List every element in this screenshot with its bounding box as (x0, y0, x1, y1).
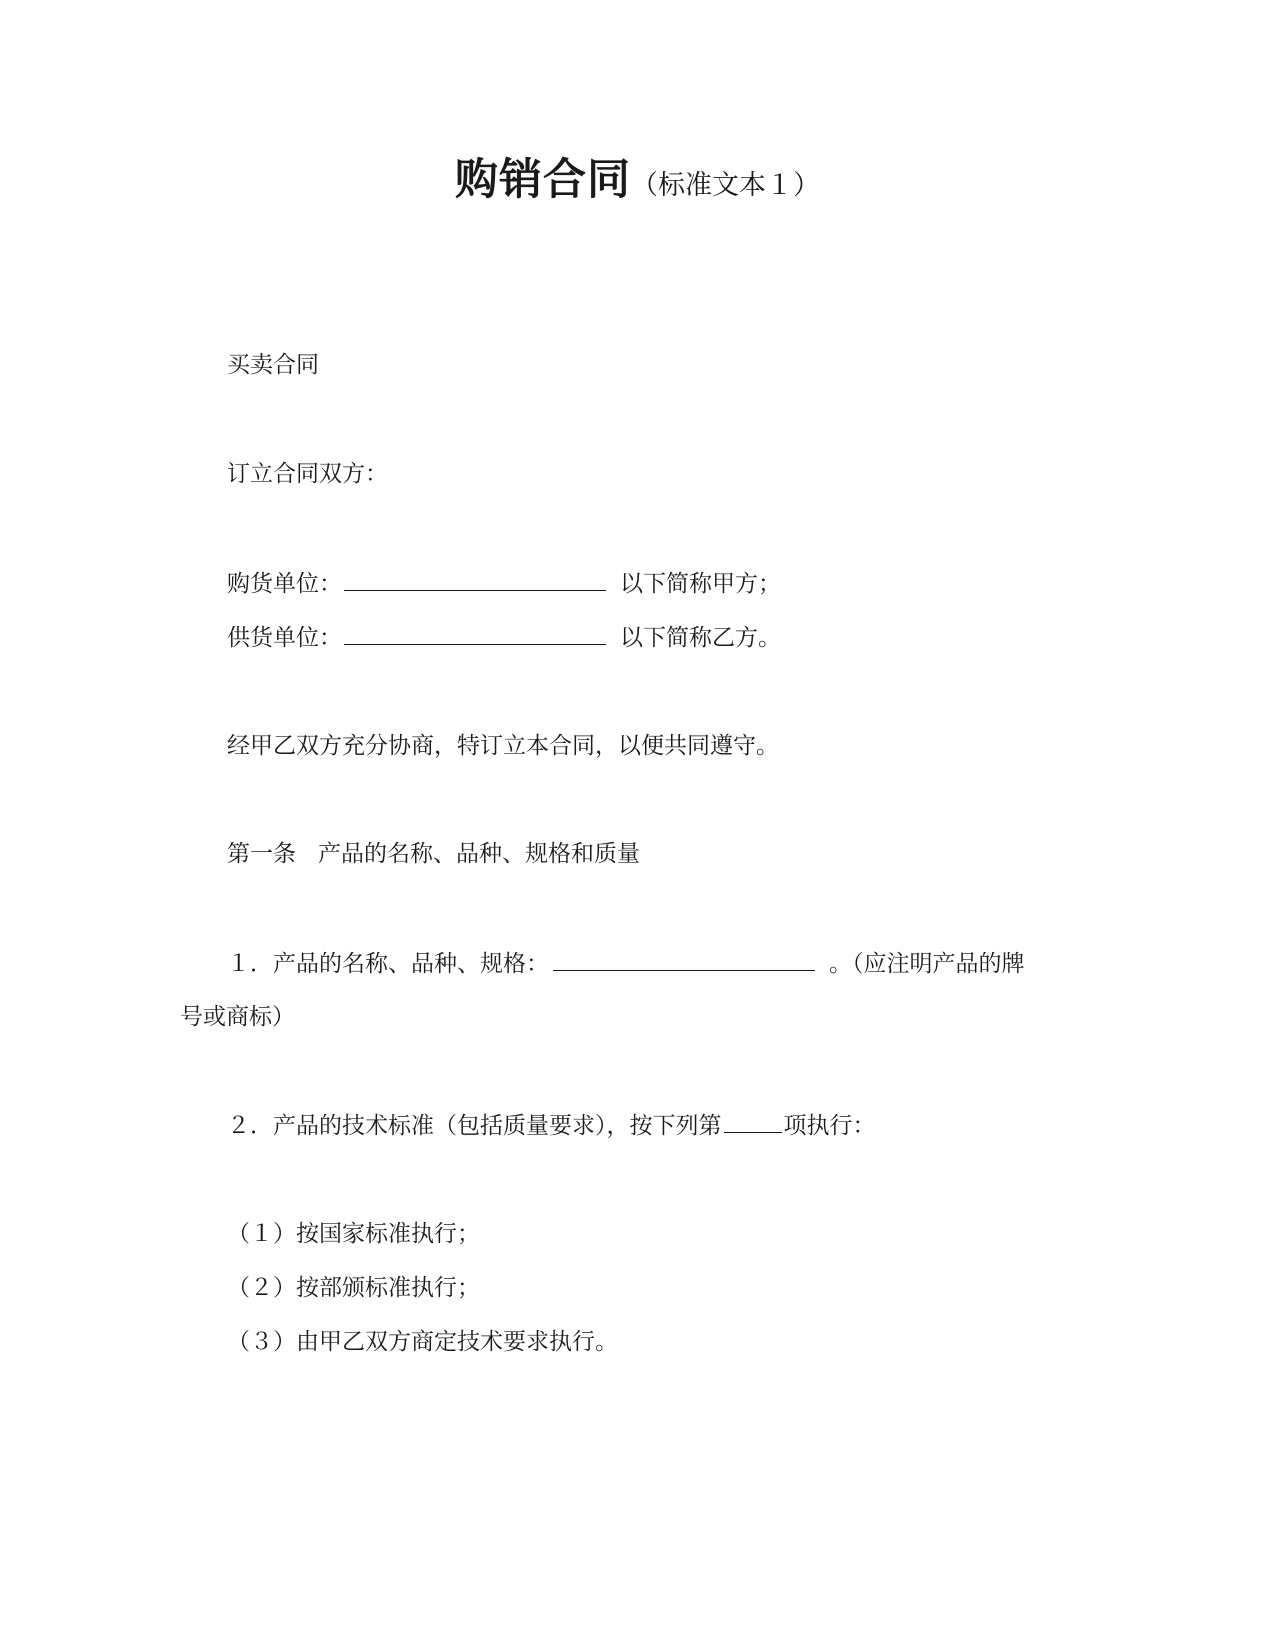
buyer-row (227, 568, 781, 599)
item-2-row (227, 1110, 876, 1141)
section-heading: 买卖合同 (227, 352, 319, 378)
article-1-heading (227, 839, 640, 869)
buyer-label: 购货单位： (227, 571, 342, 597)
title-subtitle: （标准文本１） (631, 170, 820, 201)
item-1-row (227, 948, 1025, 979)
item-2-prefix: ２．产品的技术标准（包括质量要求），按下列第 (227, 1113, 722, 1139)
parties-intro: 订立合同双方： (227, 461, 388, 487)
document-title (0, 150, 1275, 219)
article-1-number: 第一条 (227, 841, 296, 867)
title-main: 购销合同 (455, 155, 631, 205)
buyer-input[interactable] (344, 568, 606, 591)
seller-row (227, 622, 781, 653)
option-3: （３）由甲乙双方商定技术要求执行。 (227, 1329, 618, 1355)
item-1-note-continued: 号或商标） (180, 1004, 295, 1030)
buyer-suffix: 以下简称甲方； (620, 571, 781, 597)
item-2-suffix: 项执行： (783, 1113, 876, 1139)
seller-label: 供货单位： (227, 625, 342, 651)
option-2: （２）按部颁标准执行； (227, 1275, 480, 1301)
option-1: （１）按国家标准执行； (227, 1221, 480, 1247)
standard-choice-input[interactable] (724, 1110, 782, 1133)
item-1-note: 。（应注明产品的牌 (829, 951, 1025, 977)
item-1-label: １．产品的名称、品种、规格： (227, 951, 549, 977)
seller-input[interactable] (344, 622, 606, 645)
article-1-title: 产品的名称、品种、规格和质量 (318, 841, 640, 867)
seller-suffix: 以下简称乙方。 (620, 625, 781, 651)
preamble: 经甲乙双方充分协商，特订立本合同，以便共同遵守。 (227, 733, 779, 759)
product-name-input[interactable] (553, 948, 815, 971)
